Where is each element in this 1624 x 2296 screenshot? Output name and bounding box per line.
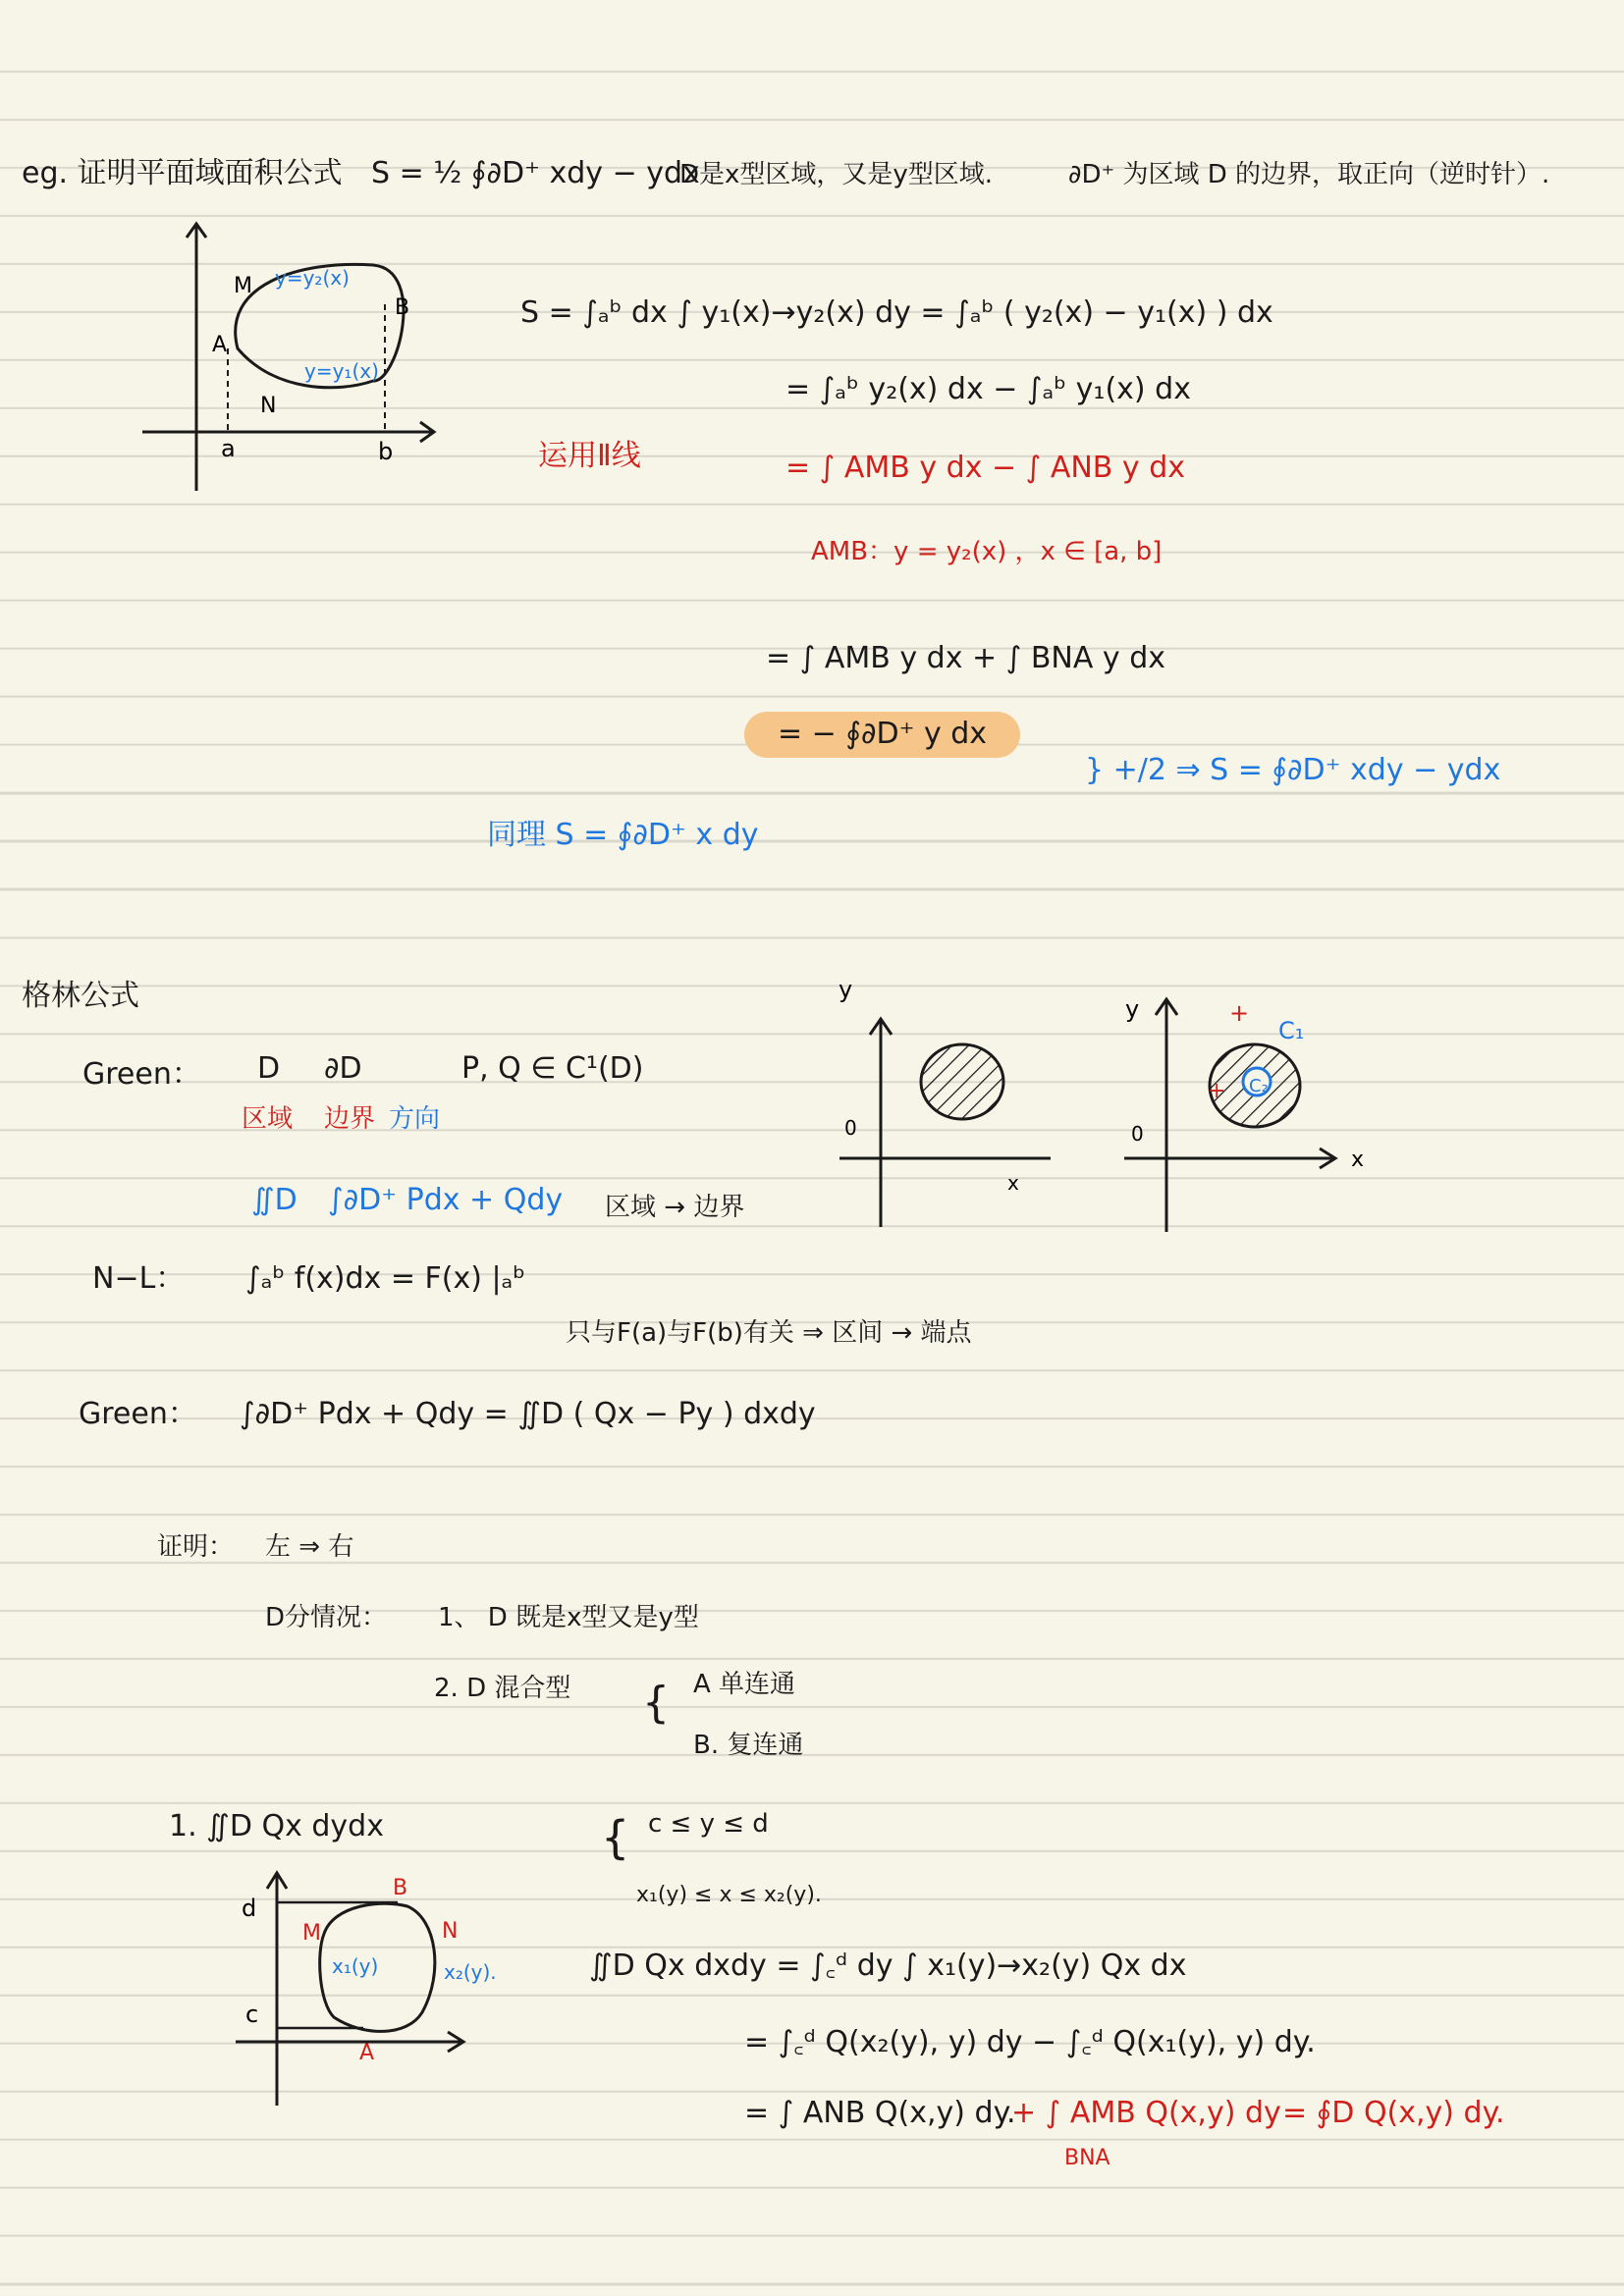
subcase-a: A 单连通 <box>693 1670 796 1699</box>
region-tag: 区域 <box>242 1104 294 1134</box>
subcase-b: B. 复连通 <box>693 1731 804 1760</box>
nl-note: 只与F(a)与F(b)有关 ⇒ 区间 → 端点 <box>566 1318 972 1348</box>
area-formula: S = ½ ∮∂D⁺ xdy − ydx <box>371 156 700 190</box>
point-m-2: M <box>302 1921 321 1946</box>
system-brace: { <box>601 1811 630 1864</box>
proof-direction: 左 ⇒ 右 <box>265 1532 354 1562</box>
point-a-2: A <box>359 2041 375 2065</box>
origin-label-2: 0 <box>1131 1122 1144 1146</box>
symbol-boundary: ∂D <box>324 1051 362 1086</box>
lower-curve-label: y=y₁(x) <box>304 359 379 383</box>
param-note: AMB：y = y₂(x) ，x ∈ [a, b] <box>811 537 1163 566</box>
point-b: B <box>395 295 410 320</box>
c1-label: C₁ <box>1278 1017 1305 1044</box>
annular-region-figure <box>1110 972 1365 1237</box>
left-curve-label: x₁(y) <box>332 1954 379 1978</box>
method-label: 运用Ⅱ线 <box>538 439 641 473</box>
system-line-2: x₁(y) ≤ x ≤ x₂(y). <box>636 1883 822 1907</box>
point-n: N <box>260 394 277 418</box>
origin-label: 0 <box>844 1116 857 1140</box>
point-n-2: N <box>442 1919 459 1944</box>
point-a: A <box>212 333 228 357</box>
region-to-boundary: 区域 → 边界 <box>605 1193 745 1222</box>
step-5-highlight: = − ∮∂D⁺ y dx <box>744 712 1020 758</box>
point-b-2: B <box>393 1876 408 1900</box>
step-3: = ∫ AMB y dx − ∫ ANB y dx <box>785 451 1185 485</box>
cases-label: D分情况： <box>265 1603 388 1632</box>
x-axis-label-2: x <box>1351 1148 1365 1172</box>
pq-condition: P, Q ∈ C¹(D) <box>461 1051 644 1086</box>
region-figure-1 <box>128 216 579 510</box>
system-line-1: c ≤ y ≤ d <box>648 1809 769 1839</box>
right-curve-label: x₂(y). <box>444 1960 497 1984</box>
green-title: 格林公式 <box>22 979 139 1013</box>
plus-sign-inner: + <box>1208 1079 1226 1103</box>
conclusion-line: } +/2 ⇒ S = ∮∂D⁺ xdy − ydx <box>1085 753 1501 787</box>
label-d: d <box>242 1895 257 1922</box>
example-header: eg. 证明平面域面积公式 <box>22 156 343 190</box>
line-integral-pdx-qdy: ∫∂D⁺ Pdx + Qdy <box>328 1183 564 1217</box>
point-m: M <box>234 274 252 298</box>
y-axis-label: y <box>839 976 853 1003</box>
symbol-d: D <box>257 1051 281 1086</box>
region-note: D是x型区域，又是y型区域. <box>679 160 994 189</box>
proof-eq-1: ∬D Qx dxdy = ∫꜀ᵈ dy ∫ x₁(y)→x₂(y) Qx dx <box>589 1949 1187 1983</box>
item-1: 1. ∬D Qx dydx <box>169 1809 384 1843</box>
nl-formula: ∫ₐᵇ f(x)dx = F(x) |ₐᵇ <box>245 1261 526 1296</box>
proof-label: 证明： <box>157 1532 235 1562</box>
plus-sign-outer: + <box>1229 999 1250 1027</box>
proof-eq-3-red-plus: + ∫ AMB Q(x,y) dy <box>1011 2096 1281 2130</box>
step-1: S = ∫ₐᵇ dx ∫ y₁(x)→y₂(x) dy = ∫ₐᵇ ( y₂(x) − y₁(x) ) dx <box>520 295 1273 330</box>
boundary-tag: 边界 <box>324 1104 376 1134</box>
green-2-formula: ∫∂D⁺ Pdx + Qdy = ∬D ( Qx − Py ) dxdy <box>240 1397 816 1431</box>
simple-region-figure <box>825 972 1060 1237</box>
proof-eq-3: = ∫ ANB Q(x,y) dy. <box>744 2096 1016 2130</box>
label-c: c <box>245 2001 259 2028</box>
hatched-region <box>921 1044 1003 1119</box>
boundary-note: ∂D⁺ 为区域 D 的边界，取正向（逆时针）. <box>1068 160 1550 189</box>
step-4: = ∫ AMB y dx + ∫ BNA y dx <box>766 641 1165 675</box>
upper-curve-label: y=y₂(x) <box>275 266 350 290</box>
direction-tag: 方向 <box>389 1104 441 1134</box>
green-label: Green： <box>82 1057 201 1092</box>
tick-b: b <box>378 438 394 465</box>
x-axis-label: x <box>1007 1171 1019 1195</box>
nl-label: N−L： <box>92 1261 186 1296</box>
region-figure-2 <box>226 1845 579 2110</box>
proof-eq-2: = ∫꜀ᵈ Q(x₂(y), y) dy − ∫꜀ᵈ Q(x₁(y), y) dy. <box>744 2025 1316 2059</box>
c2-label: C₂ <box>1249 1076 1269 1096</box>
case-2: 2. D 混合型 <box>434 1674 571 1703</box>
tick-a: a <box>221 435 236 462</box>
case-1: 1、 D 既是x型又是y型 <box>438 1603 699 1632</box>
double-integral-symbol: ∬D <box>251 1183 298 1217</box>
green-2-label: Green： <box>79 1397 197 1431</box>
proof-eq-3-result: = ∮D Q(x,y) dy. <box>1282 2096 1505 2130</box>
bna-label: BNA <box>1064 2146 1110 2170</box>
y-axis-label-2: y <box>1125 995 1140 1023</box>
case-2-brace: { <box>642 1678 670 1728</box>
similarly-line: 同理 S = ∮∂D⁺ x dy <box>487 818 759 852</box>
step-2: = ∫ₐᵇ y₂(x) dx − ∫ₐᵇ y₁(x) dx <box>785 372 1191 406</box>
